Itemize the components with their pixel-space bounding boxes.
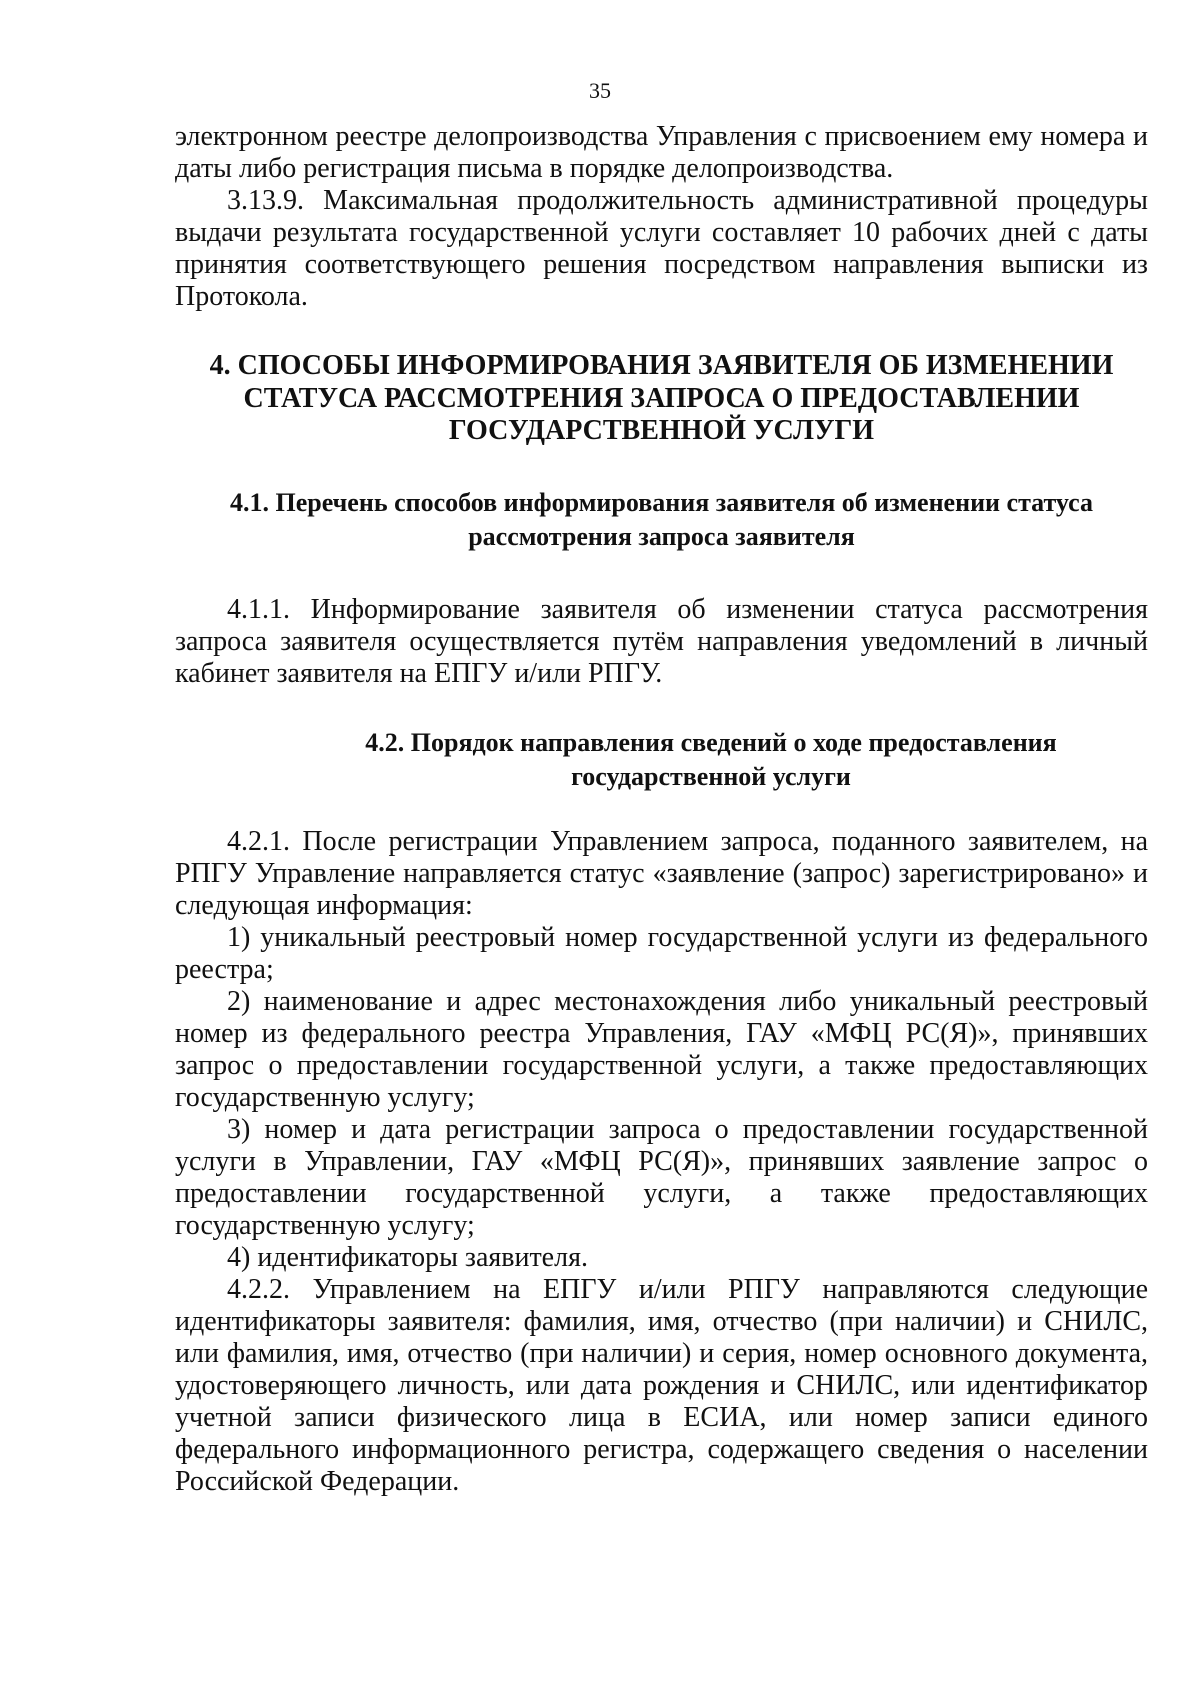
paragraph-4-2-2: 4.2.2. Управлением на ЕПГУ и/или РПГУ направляются следующие идентификаторы заявителя: фамилия, имя, отчество (при наличии) и СНИЛС, или фамилия, имя, отчество (при наличии) и серия, номер основного документа, удостоверяющего личность, или дата рождения и СНИЛС, или идентификатор учетной записи физического лица в ЕСИА, или номер записи единого федерального информационного регистра, содержащего сведения о населении Российской Федерации. — [175, 1273, 1148, 1497]
paragraph-4-2-1: 4.2.1. После регистрации Управлением запроса, поданного заявителем, на РПГУ Управление направляется статус «заявление (запрос) зарегистрировано» и следующая информация: — [175, 825, 1148, 921]
section-4-title: 4. СПОСОБЫ ИНФОРМИРОВАНИЯ ЗАЯВИТЕЛЯ ОБ ИЗМЕНЕНИИ СТАТУСА РАССМОТРЕНИЯ ЗАПРОСА О ПРЕДОСТАВЛЕНИИ ГОСУДАРСТВЕННОЙ УСЛУГИ — [209, 350, 1114, 446]
list-item-2: 2) наименование и адрес местонахождения либо уникальный реестровый номер из федерального реестра Управления, ГАУ «МФЦ РС(Я)», принявших запрос о предоставлении государственной услуги, а также предоставляющих государственную услугу; — [175, 985, 1148, 1113]
document-body — [175, 121, 1148, 1498]
paragraph-3-13-9: 3.13.9. Максимальная продолжительность административной процедуры выдачи результата государственной услуги составляет 10 рабочих дней с даты принятия соответствующего решения посредством направления выписки из Протокола. — [175, 185, 1148, 312]
paragraph-4-1-1: 4.1.1. Информирование заявителя об изменении статуса рассмотрения запроса заявителя осуществляется путём направления уведомлений в личный кабинет заявителя на ЕПГУ и/или РПГУ. — [175, 593, 1148, 689]
page-number: 35 — [589, 78, 611, 103]
paragraph-continuation: электронном реестре делопроизводства Управления с присвоением ему номера и даты либо регистрация письма в порядке делопроизводства. — [175, 121, 1148, 184]
list-item-1: 1) уникальный реестровый номер государственной услуги из федерального реестра; — [175, 921, 1148, 985]
subsection-4-1-title: 4.1. Перечень способов информирования заявителя об изменении статуса рассмотрения запроса заявителя — [230, 487, 1093, 551]
list-item-3: 3) номер и дата регистрации запроса о предоставлении государственной услуги в Управлении, ГАУ «МФЦ РС(Я)», принявших заявление запрос о предоставлении государственной услуги, а также предоставляющих государственную услугу; — [175, 1113, 1148, 1241]
list-item-4: 4) идентификаторы заявителя. — [227, 1241, 588, 1273]
subsection-4-2-title: 4.2. Порядок направления сведений о ходе предоставления государственной услуги — [365, 727, 1057, 791]
